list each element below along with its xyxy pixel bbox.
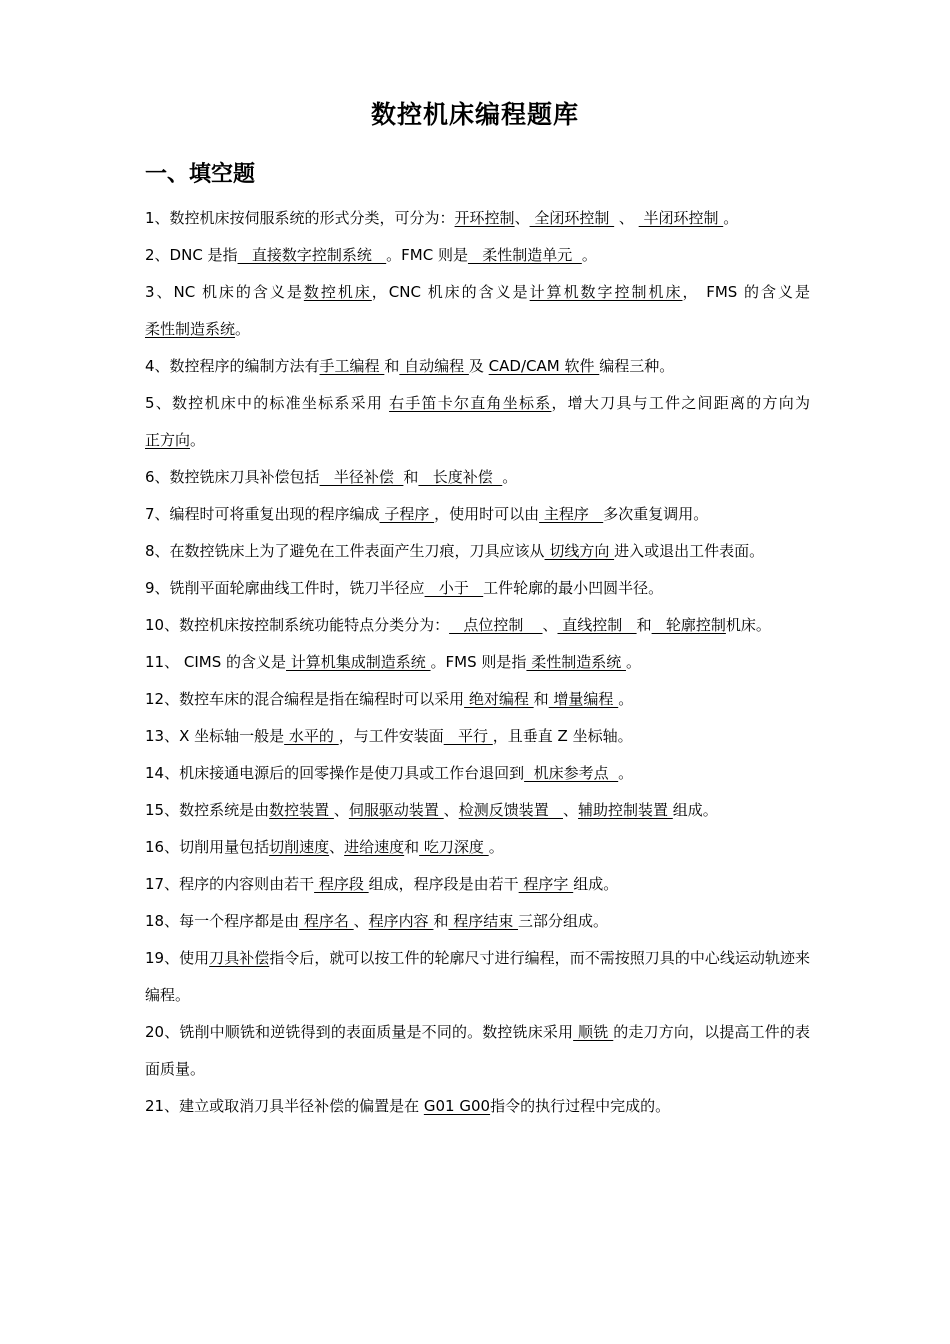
question-item [145,200,810,237]
answer-blank: 计算机数字控制机床 [529,283,683,301]
answer-blank: CAD/CAM 软件 [488,357,600,375]
answer-blank: 水平的 [284,727,339,745]
question-item [145,459,810,496]
question-item [145,385,810,459]
answer-blank: 全闭环控制 [529,209,615,227]
question-text: 。 [581,246,597,264]
answer-blank: 柔性制造单元 [467,246,582,264]
question-text: 15、数控系统是由 [145,801,270,819]
question-item [145,570,810,607]
question-text: 。FMS 则是指 [430,653,527,671]
answer-blank: 数控机床 [303,283,372,301]
question-item [145,237,810,274]
answer-blank: 程序结束 [448,912,518,930]
question-item [145,755,810,792]
question-text: 3、NC 机床的含义是 [145,283,304,301]
question-text: 和 [433,912,449,930]
question-item [145,348,810,385]
question-item [145,607,810,644]
question-text: 8、在数控铣床上为了避免在工件表面产生刀痕，刀具应该从 [145,542,545,560]
question-item [145,903,810,940]
question-item [145,644,810,681]
question-text: 18、每一个程序都是由 [145,912,300,930]
question-text: 指令后，就可以按工件的轮廓尺寸进行编程，而不需按照刀具的中心线运动轨迹来编程。 [145,949,810,1004]
question-text: 编程三种。 [599,357,675,375]
answer-blank: 机床参考点 [524,764,619,782]
answer-blank: 伺服驱动装置 [348,801,444,819]
question-text: 5、数控机床中的标准坐标系采用 [145,394,390,412]
answer-blank: 自动编程 [399,357,469,375]
question-text: 13、X 坐标轴一般是 [145,727,285,745]
question-text: 。 [235,320,251,338]
answer-blank: 程序字 [518,875,574,893]
answer-blank: 直线控制 [557,616,637,634]
question-text: 工件轮廓的最小凹圆半径。 [483,579,664,597]
answer-blank: 柔性制造系统 [145,320,236,338]
question-text: 、 [514,209,530,227]
question-text: 、 [443,801,459,819]
question-item [145,829,810,866]
question-item [145,940,810,1014]
question-text: 组成，程序段是由若干 [368,875,519,893]
answer-blank: 切削速度 [269,838,330,856]
question-text: 11、 CIMS 的含义是 [145,653,286,671]
question-text: 多次重复调用。 [603,505,709,523]
question-text: 进入或退出工件表面。 [614,542,765,560]
question-text: 。 [190,431,206,449]
section-heading: 一、填空题 [145,162,256,187]
question-item [145,866,810,903]
question-text: 7、编程时可将重复出现的程序编成 [145,505,380,523]
question-text: 19、使用 [145,949,210,967]
question-text: 16、切削用量包括 [145,838,270,856]
question-item [145,681,810,718]
question-item [145,718,810,755]
answer-blank: 平行 [443,727,493,745]
answer-blank: 程序内容 [368,912,434,930]
document-title: 数控机床编程题库 [370,100,579,129]
answer-blank: 正方向 [145,431,191,449]
question-text: ，与工件安装面 [338,727,444,745]
question-text: 组成。 [672,801,718,819]
question-text: ，使用时可以由 [434,505,540,523]
question-item [145,792,810,829]
question-text: 。 [625,653,641,671]
question-text: 。 [723,209,739,227]
answer-blank: 子程序 [379,505,435,523]
question-item [145,274,810,348]
question-text: 和 [384,357,400,375]
answer-blank: 直接数字控制系统 [237,246,387,264]
question-text: ，且垂直 Z 坐标轴。 [492,727,633,745]
answer-blank: 开环控制 [454,209,515,227]
question-text: 三部分组成。 [518,912,609,930]
answer-blank: 主程序 [539,505,604,523]
answer-blank: 柔性制造系统 [526,653,626,671]
question-text: 和 [403,468,419,486]
answer-blank: 计算机集成制造系统 [286,653,431,671]
answer-blank: 绝对编程 [464,690,534,708]
question-text: 及 [468,357,489,375]
question-list [145,200,810,1125]
question-text: 4、数控程序的编制方法有 [145,357,320,375]
question-text: 和 [636,616,652,634]
answer-blank: G01 G00 [423,1097,491,1115]
question-text: 和 [533,690,549,708]
question-item [145,1014,810,1088]
question-text: 、 [353,912,369,930]
answer-blank: 刀具补偿 [209,949,270,967]
answer-blank: 轮廓控制 [651,616,726,634]
question-text: 。 [488,838,504,856]
question-text: 17、程序的内容则由若干 [145,875,315,893]
question-text: 机床。 [725,616,771,634]
question-text: 20、铣削中顺铣和逆铣得到的表面质量是不同的。数控铣床采用 [145,1023,574,1041]
question-text: 12、数控车床的混合编程是指在编程时可以采用 [145,690,465,708]
question-text: 、 [563,801,579,819]
question-text: 。FMC 则是 [386,246,468,264]
question-text: 6、数控铣床刀具补偿包括 [145,468,320,486]
question-text: 。 [618,764,634,782]
answer-blank: 右手笛卡尔直角坐标系 [389,394,552,412]
answer-blank: 检测反馈装置 [458,801,563,819]
question-text: ，增大刀具与工件之间距离的方向为 [551,394,810,412]
question-text: 2、DNC 是指 [145,246,238,264]
question-text: 1、数控机床按伺服系统的形式分类，可分为： [145,209,455,227]
question-text: ，CNC 机床的含义是 [371,283,530,301]
question-text: 。 [502,468,518,486]
answer-blank: 半闭环控制 [638,209,724,227]
question-text: 、 [614,209,639,227]
question-text: 、 [333,801,349,819]
answer-blank: 半径补偿 [319,468,404,486]
answer-blank: 数控装置 [269,801,334,819]
answer-blank: 小于 [424,579,484,597]
answer-blank: 增量编程 [548,690,619,708]
answer-blank: 程序段 [314,875,369,893]
answer-blank: 点位控制 [449,616,543,634]
answer-blank: 程序名 [299,912,354,930]
answer-blank: 手工编程 [319,357,385,375]
question-text: 、 [542,616,558,634]
answer-blank: 切线方向 [544,542,615,560]
question-item [145,1088,810,1125]
question-text: 10、数控机床按控制系统功能特点分类分为： [145,616,450,634]
question-text: 指令的执行过程中完成的。 [490,1097,671,1115]
question-item [145,496,810,533]
answer-blank: 进给速度 [344,838,405,856]
answer-blank: 吃刀深度 [419,838,489,856]
question-text: 。 [618,690,634,708]
question-text: 9、铣削平面轮廓曲线工件时，铣刀半径应 [145,579,425,597]
question-item [145,533,810,570]
answer-blank: 顺铣 [573,1023,614,1041]
question-text: 组成。 [573,875,619,893]
question-text: 14、机床接通电源后的回零操作是使刀具或工作台退回到 [145,764,525,782]
question-text: 的走刀方向，以提高工件的表面质量。 [145,1023,810,1078]
question-text: 、 [329,838,345,856]
question-text: ， FMS 的含义是 [682,283,810,301]
question-text: 21、建立或取消刀具半径补偿的偏置是在 [145,1097,424,1115]
question-text: 和 [404,838,420,856]
answer-blank: 辅助控制装置 [578,801,673,819]
answer-blank: 长度补偿 [418,468,503,486]
